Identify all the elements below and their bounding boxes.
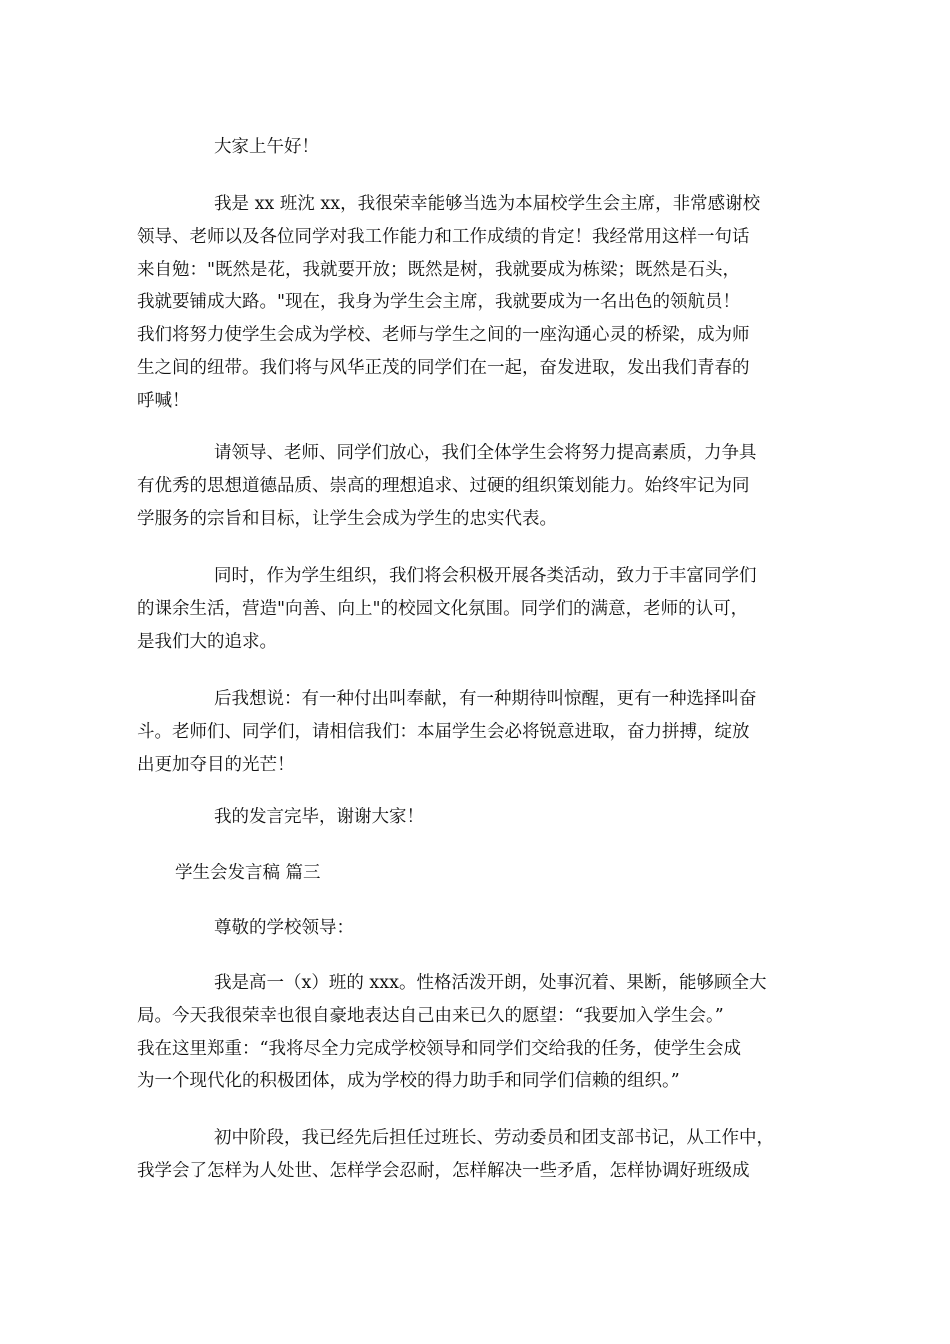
text-line: 我的发言完毕，谢谢大家！: [214, 807, 424, 827]
text-line: 我是 xx 班沈 xx，我很荣幸能够当选为本届校学生会主席，非常感谢校: [214, 194, 761, 214]
paragraph-1: [137, 188, 817, 418]
salutation: [137, 912, 817, 945]
text-line: 学服务的宗旨和目标，让学生会成为学生的忠实代表。: [137, 508, 557, 529]
text-line: 大家上午好！: [214, 137, 319, 157]
text-line: 同时，作为学生组织，我们将会积极开展各类活动，致力于丰富同学们: [214, 566, 757, 586]
closing-remark: [137, 801, 817, 834]
paragraph-3: [137, 560, 817, 658]
text-line: 的课余生活，营造"向善、向上"的校园文化氛围。同学们的满意，老师的认可，: [137, 598, 749, 619]
text-line: 斗。老师们、同学们，请相信我们：本届学生会必将锐意进取，奋力拼搏，绽放: [137, 721, 750, 742]
text-line: 生之间的纽带。我们将与风华正茂的同学们在一起，奋发进取，发出我们青春的: [137, 357, 750, 378]
text-line: 我在这里郑重：“我将尽全力完成学校领导和同学们交给我的任务，使学生会成: [137, 1038, 741, 1059]
text-line: 来自勉："既然是花，我就要开放；既然是树，我就要成为栋梁；既然是石头，: [137, 259, 741, 280]
paragraph-5: [137, 967, 817, 1098]
paragraph-6: [137, 1122, 817, 1188]
greeting: [137, 131, 817, 164]
paragraph-2: [137, 437, 817, 535]
text-line: 请领导、老师、同学们放心，我们全体学生会将努力提高素质，力争具: [214, 443, 757, 463]
text-line: 我们将努力使学生会成为学校、老师与学生之间的一座沟通心灵的桥梁，成为师: [137, 325, 750, 346]
text-line: 出更加夺目的光芒！: [137, 754, 295, 775]
text-line: 尊敬的学校领导：: [214, 918, 354, 938]
text-line: 初中阶段，我已经先后担任过班长、劳动委员和团支部书记，从工作中，: [214, 1128, 774, 1148]
section-title: 学生会发言稿 篇三: [175, 863, 321, 883]
text-line: 是我们大的追求。: [137, 631, 277, 652]
text-line: 我就要铺成大路。"现在，我身为学生会主席，我就要成为一名出色的领航员！: [137, 292, 741, 313]
text-line: 局。今天我很荣幸也很自豪地表达自己由来已久的愿望：“我要加入学生会。”: [137, 1005, 724, 1026]
text-line: 我是高一（x）班的 xxx。性格活泼开朗，处事沉着、果断，能够顾全大: [214, 973, 767, 993]
text-line: 呼喊！: [137, 390, 190, 411]
paragraph-4: [137, 683, 817, 781]
text-line: 有优秀的思想道德品质、崇高的理想追求、过硬的组织策划能力。始终牢记为同: [137, 475, 750, 496]
text-line: 我学会了怎样为人处世、怎样学会忍耐，怎样解决一些矛盾，怎样协调好班级成: [137, 1160, 750, 1181]
text-line: 领导、老师以及各位同学对我工作能力和工作成绩的肯定！我经常用这样一句话: [137, 226, 750, 247]
text-line: 为一个现代化的积极团体，成为学校的得力助手和同学们信赖的组织。”: [137, 1071, 680, 1092]
text-line: 后我想说：有一种付出叫奉献，有一种期待叫惊醒，更有一种选择叫奋: [214, 689, 757, 709]
